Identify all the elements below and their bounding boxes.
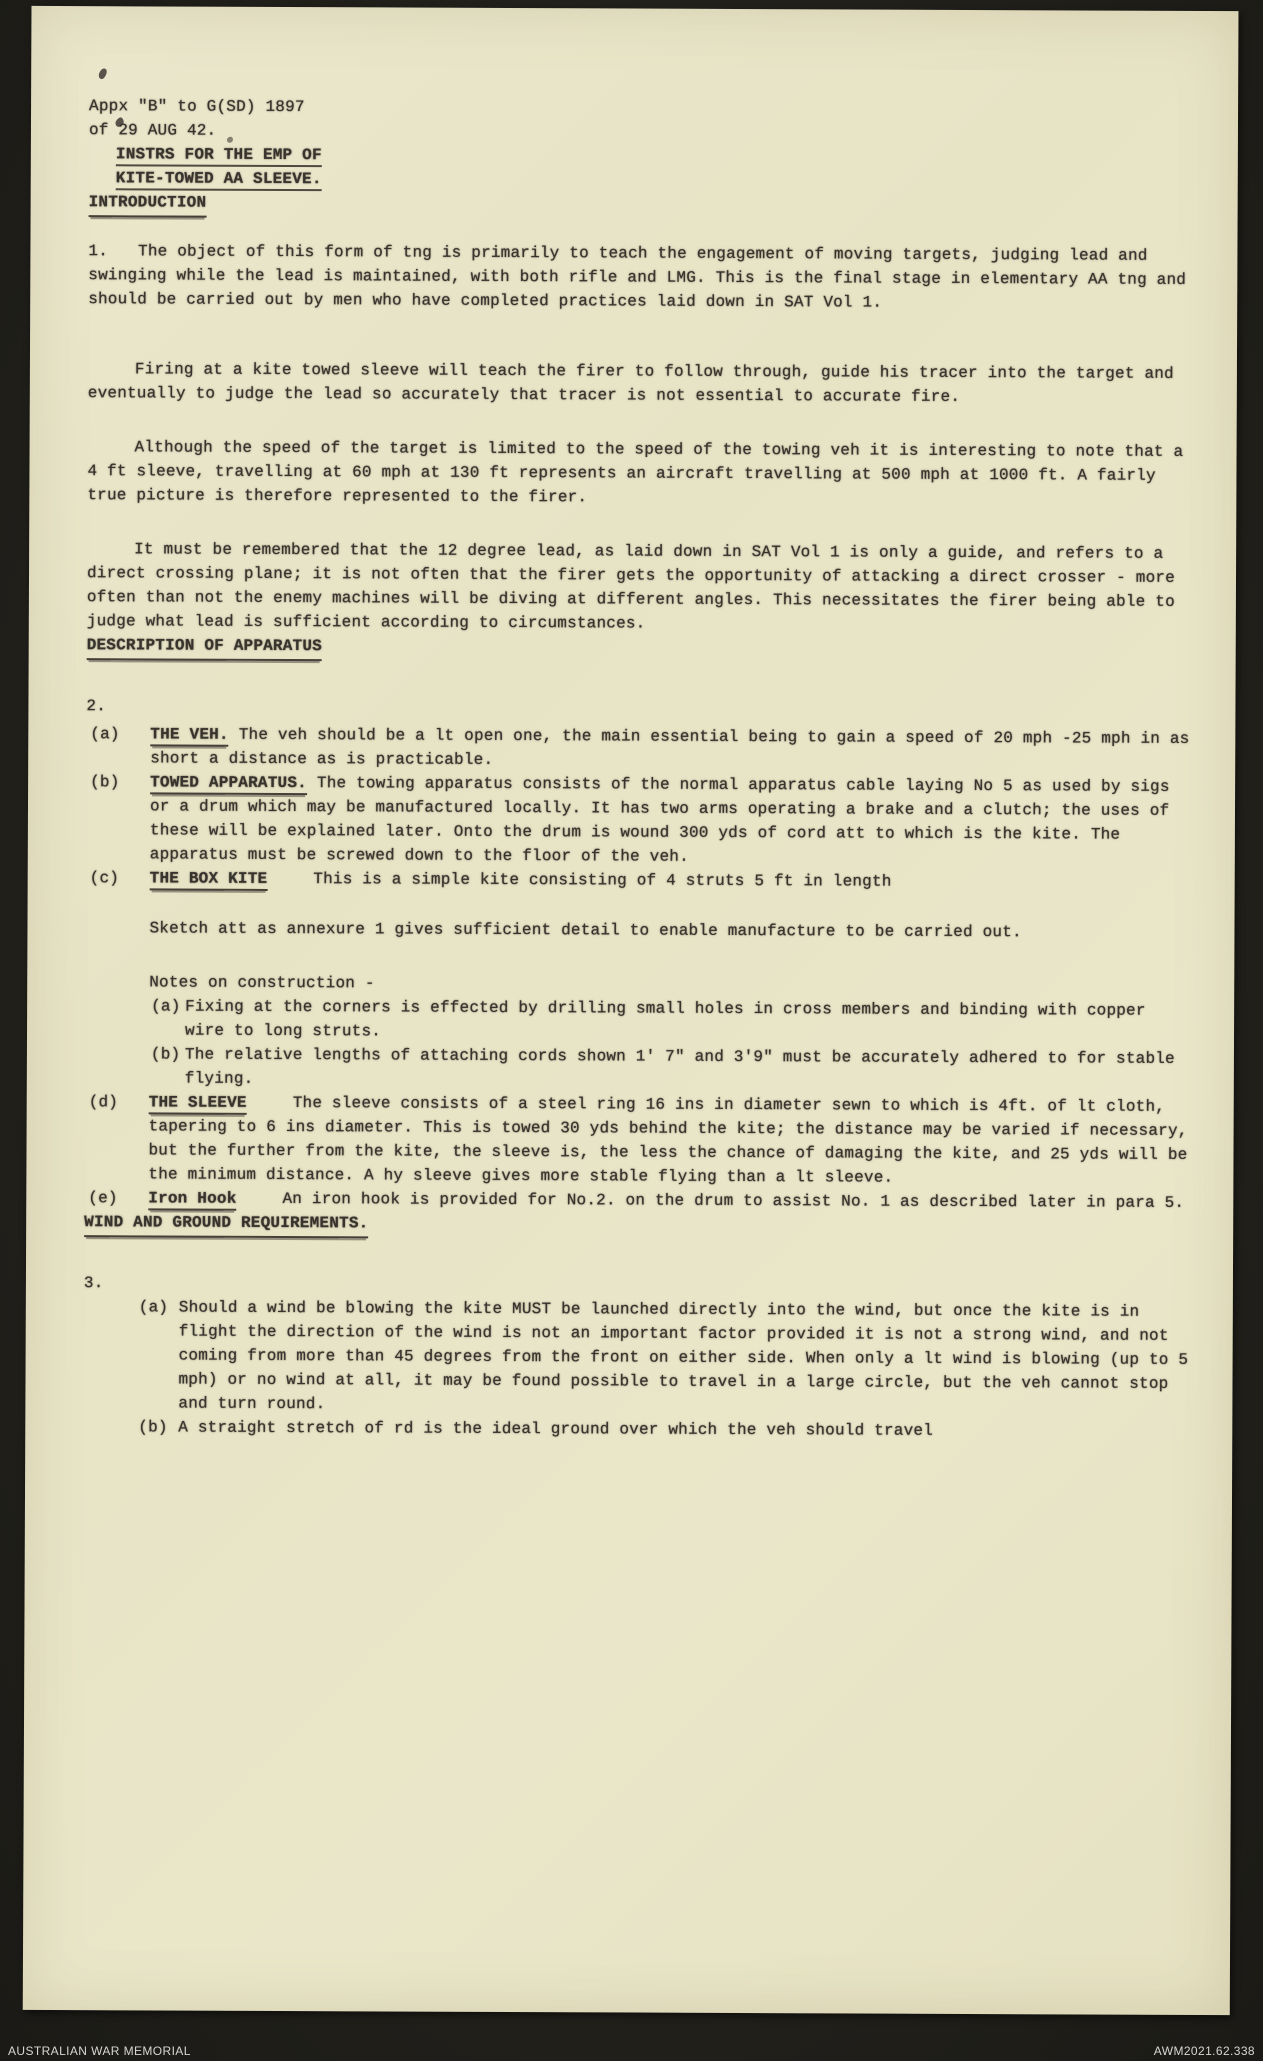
wind-item-b [83, 1415, 1192, 1444]
construction-note-b [85, 1042, 1194, 1095]
item-text: The veh should be a lt open one, the main essential being to gain a speed of 20 mph -25 mph in as short a distance as is practicable. [150, 725, 1190, 769]
reference-block [89, 94, 1198, 147]
intro-paragraph-2: Firing at a kite towed sleeve will teach the firer to follow through, guide his tracer into the target and eventually to judge the lead so accurately that tracer is not essential to accurate fire. [87, 360, 1174, 406]
section-introduction [89, 190, 1198, 222]
wind-item-a [83, 1295, 1193, 1420]
item-label: THE BOX KITE [150, 869, 268, 891]
item-label: THE SLEEVE [149, 1093, 247, 1114]
intro-paragraph-1-text: The object of this form of tng is primarily to teach the engagement of moving targets, judging lead and swinging while the lead is maintained, with both rifle and LMG. This is the final stage in elementary AA tng and should be carried out by men who have completed practices laid down in SAT Vol 1. [88, 242, 1187, 312]
archive-id: AWM2021.62.338 [1153, 2044, 1255, 2058]
apparatus-heading: DESCRIPTION OF APPARATUS [87, 633, 322, 661]
intro-paragraph-4: It must be remembered that the 12 degree lead, as laid down in SAT Vol 1 is only a guide, and refers to a direct crossing plane; it is not often that the firer gets the opportunity of attacking a direct crosser - more often than not the enemy machines will be diving at different angles. This necessitates the firer being able to judge what lead is sufficient according to circumstances. [86, 540, 1176, 633]
reference-line-1: Appx "B" to G(SD) 1897 [89, 97, 305, 117]
apparatus-item-a [86, 722, 1195, 775]
archive-name: AUSTRALIAN WAR MEMORIAL [8, 2044, 191, 2058]
apparatus-item-e [84, 1186, 1193, 1215]
title-line-1: INSTRS FOR THE EMP OF [116, 145, 322, 167]
item-label: TOWED APPARATUS. [150, 773, 307, 795]
notes-heading: Notes on construction - [149, 973, 375, 993]
wind-number: 3. [83, 1274, 104, 1293]
item-label: Iron Hook [148, 1189, 236, 1210]
item-text: The towing apparatus consists of the normal apparatus cable laying No 5 as used by sigs or a drum which may be manufactured locally. It has two arms operating a brake and a clutch; the uses of these will be explained later. Onto the drum is wound 300 yds of cord att to which is the kite. The apparatus must be screwed down to the floor of the veh. [149, 774, 1170, 866]
note-text: Fixing at the corners is effected by drilling small holes in cross members and binding with copper wire to long struts. [184, 997, 1146, 1041]
item-text: A straight stretch of rd is the ideal ground over which the veh should travel [178, 1418, 934, 1440]
item-tag: (c) [89, 869, 120, 888]
title-line-2: KITE-TOWED AA SLEEVE. [116, 169, 322, 191]
archive-footer [8, 2044, 1255, 2058]
intro-paragraph-3: Although the speed of the target is limited to the speed of the towing veh it is interesting to note that a 4 ft sleeve, travelling at 60 mph at 130 ft represents an aircraft travelling at 500 mph at 1000 ft. A fairly true picture is therefore represented to the firer. [87, 438, 1184, 507]
item-text: Should a wind be blowing the kite MUST be launched directly into the wind, but once the kite is in flight the direction of the wind is not an important factor provided it is not a strong wind, and not coming from more than 45 degrees from the front on either side. When only a lt wind is blowing (up to 5 mph) or no wind at all, it may be found possible to travel in a large circle, but the veh cannot stop and turn round. [178, 1298, 1189, 1414]
item-tag: (b) [90, 773, 120, 792]
item-label: THE VEH. [150, 725, 229, 746]
document-title [89, 142, 349, 191]
item-tag: (a) [138, 1298, 169, 1317]
wind-heading: WIND AND GROUND REQUIREMENTS. [84, 1210, 368, 1238]
apparatus-item-d [84, 1090, 1193, 1191]
sketch-paragraph: Sketch att as annexure 1 gives sufficient detail to enable manufacture to be carried out. [149, 919, 1022, 942]
reference-line-2: of 29 AUG 42. [88, 121, 217, 140]
item-tag: (e) [88, 1189, 118, 1208]
item-tag: (b) [138, 1418, 168, 1437]
note-tag: (a) [151, 997, 181, 1016]
item-tag: (a) [90, 725, 120, 744]
apparatus-item-b [86, 770, 1195, 871]
apparatus-item-c [86, 866, 1195, 895]
paragraph-number: 1. [88, 242, 109, 261]
note-text: The relative lengths of attaching cords shown 1' 7" and 3'9" must be accurately adhered to for stable flying. [184, 1045, 1175, 1088]
intro-paragraph-1 [88, 239, 1197, 316]
item-text: The sleeve consists of a steel ring 16 ins in diameter sewn to which is 4ft. of lt cloth, tapering to 6 ins diameter. This is towed 30 yds behind the kite; the distance may be varied if necessary, but the further from the kite, the sleeve is, the less the chance of damaging the kite, and 25 yds will be the minimum distance. A hy sleeve gives more stable flying than a lt sleeve. [148, 1094, 1188, 1187]
document-body [25, 6, 1238, 1444]
section-wind-and-ground [84, 1210, 1193, 1242]
item-text: An iron hook is provided for No.2. on the drum to assist No. 1 as described later in para 5. [282, 1190, 1185, 1212]
apparatus-number: 2. [86, 697, 107, 716]
document-page [23, 6, 1239, 2015]
item-tag: (d) [88, 1093, 119, 1112]
section-description-of-apparatus [87, 633, 1196, 665]
note-tag: (b) [150, 1045, 181, 1064]
introduction-heading: INTRODUCTION [89, 190, 207, 218]
construction-note-a [85, 994, 1194, 1047]
item-text: This is a simple kite consisting of 4 struts 5 ft in length [313, 870, 892, 891]
